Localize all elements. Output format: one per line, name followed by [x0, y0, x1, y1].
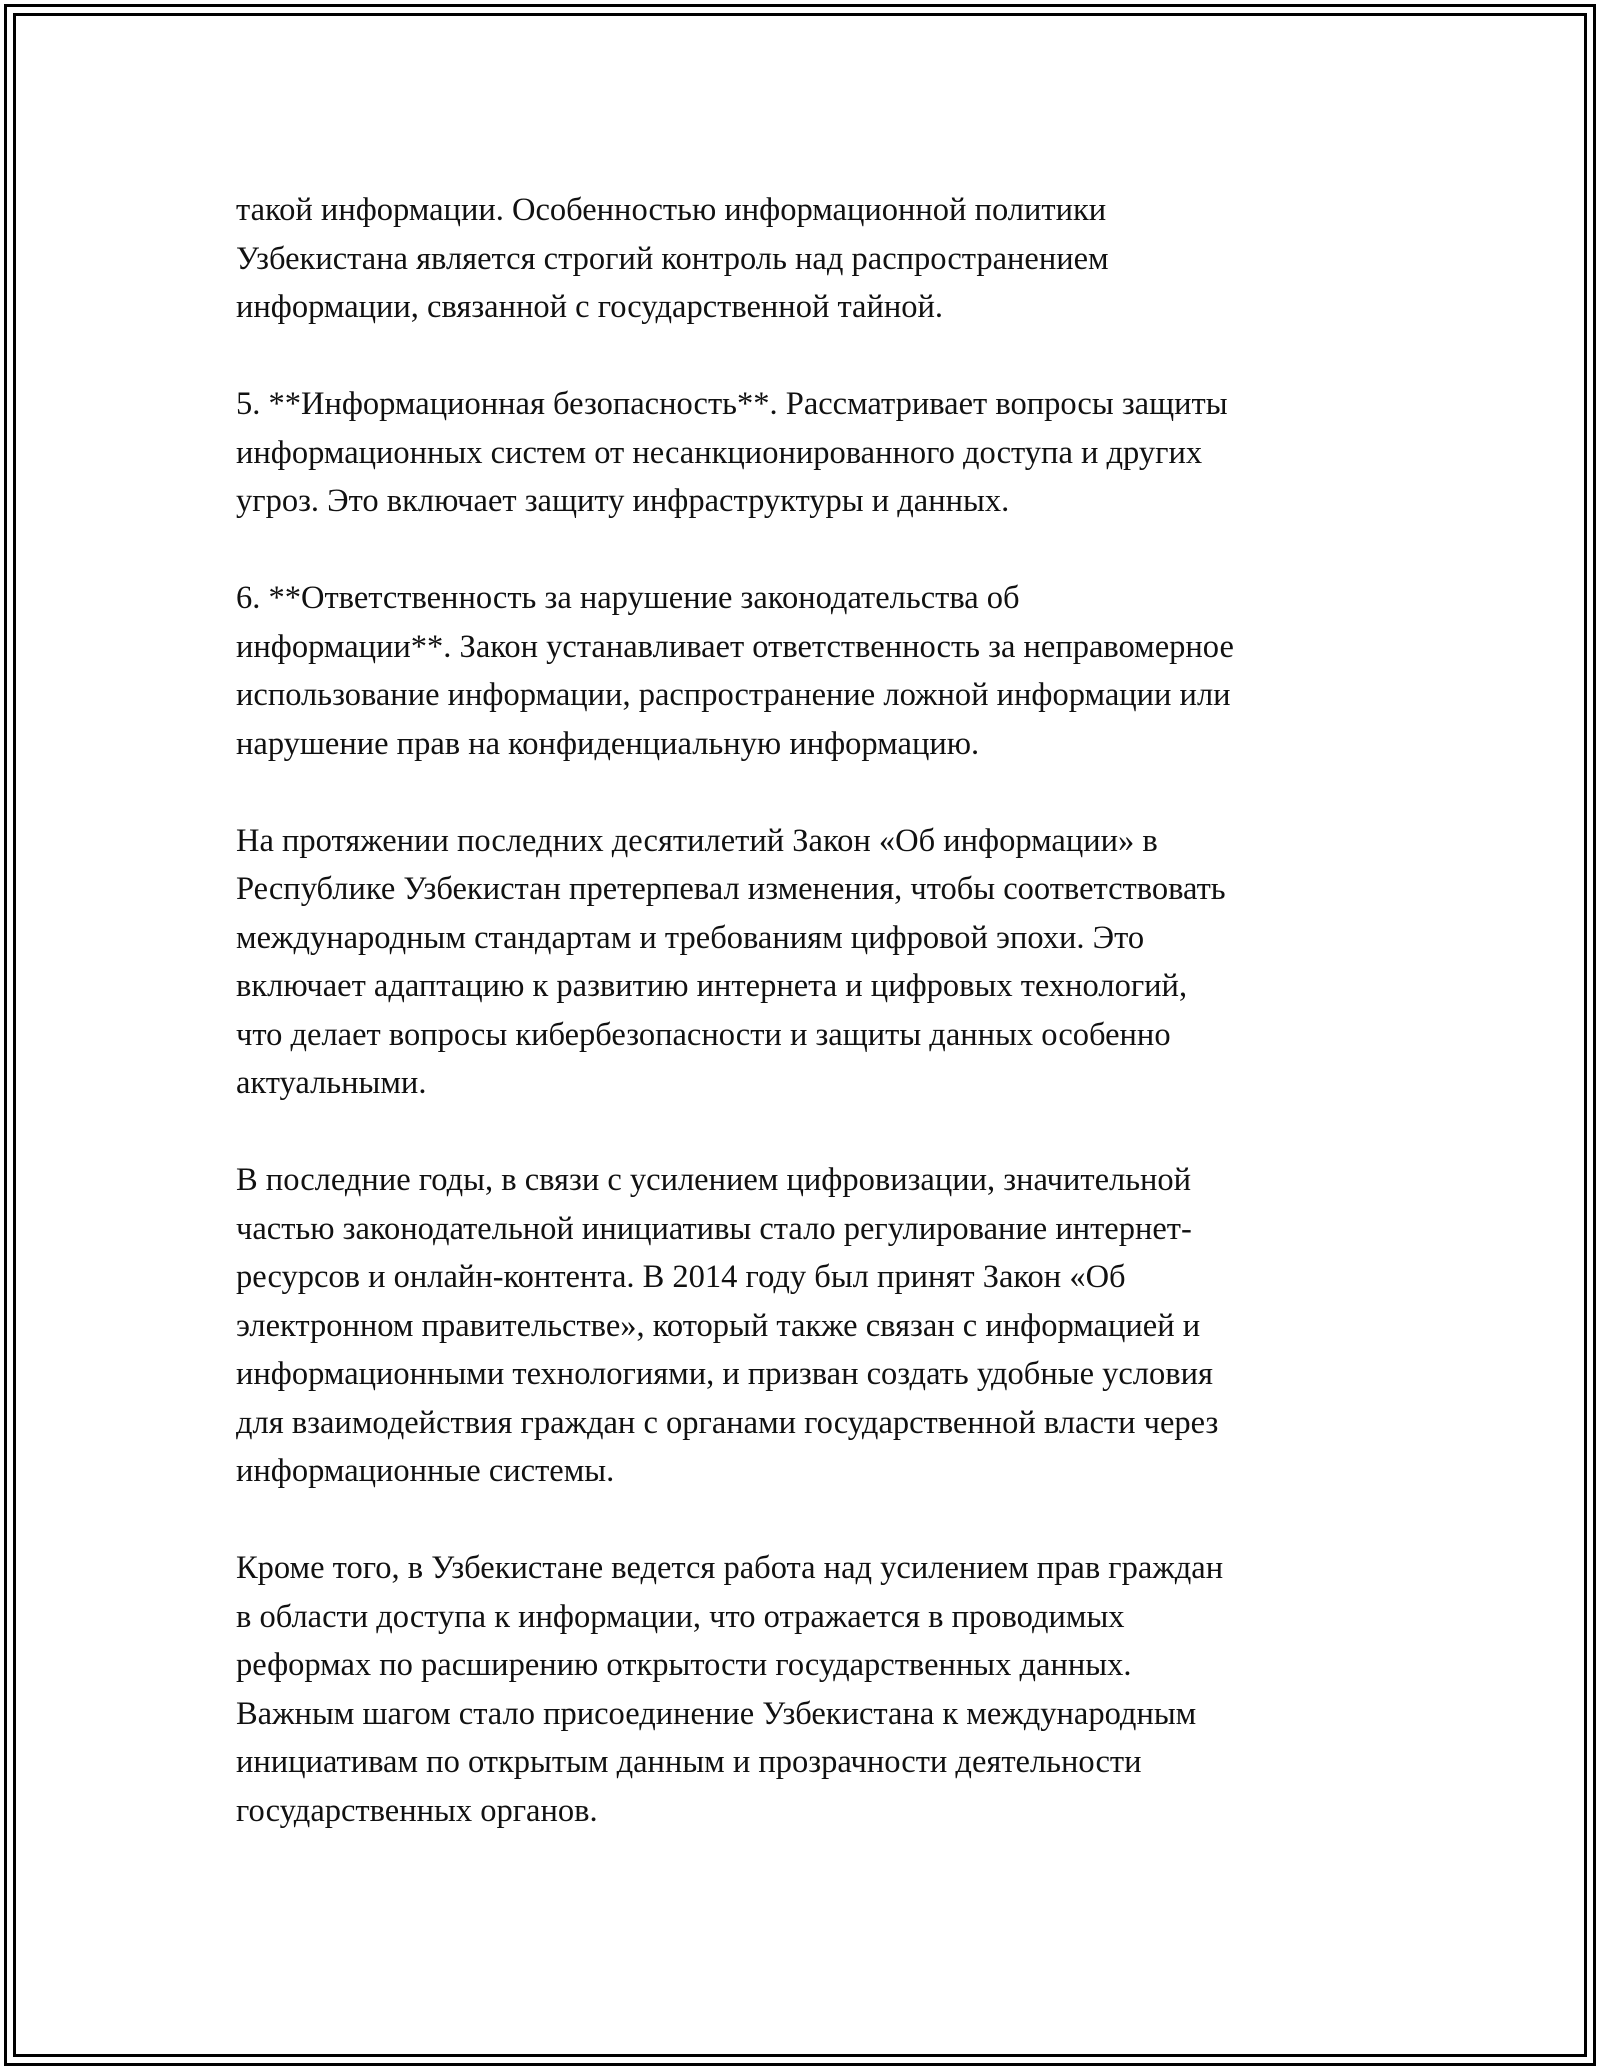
- text-line: информационными технологиями, и призван создать удобные условия: [236, 1356, 1213, 1392]
- paragraph-digitalization: [236, 1156, 1386, 1496]
- text-line: В последние годы, в связи с усилением цифровизации, значительной: [236, 1162, 1192, 1198]
- text-line: Узбекистана является строгий контроль над распространением: [236, 240, 1109, 277]
- text-line: Важным шагом стало присоединение Узбекистана к международным: [236, 1695, 1197, 1732]
- paragraph-secrecy-policy: [236, 186, 1386, 332]
- text-line: нарушение прав на конфиденциальную информацию.: [236, 725, 980, 762]
- text-line: использование информации, распространение ложной информации или: [236, 677, 1231, 713]
- text-line: международным стандартам и требованиям цифровой эпохи. Это: [236, 919, 1145, 956]
- paragraph-open-data: [236, 1544, 1386, 1835]
- text-line: электронном правительстве», который также связан с информацией и: [236, 1307, 1201, 1344]
- paragraph-law-amendments: [236, 817, 1386, 1108]
- text-line: угроз. Это включает защиту инфраструктуры и данных.: [236, 483, 1010, 519]
- text-line: что делает вопросы кибербезопасности и защиты данных особенно: [236, 1016, 1171, 1053]
- text-line: Кроме того, в Узбекистане ведется работа над усилением прав граждан: [236, 1550, 1224, 1586]
- text-line: информационные системы.: [236, 1453, 615, 1489]
- text-line: актуальными.: [236, 1065, 427, 1101]
- text-line: На протяжении последних десятилетий Закон «Об информации» в: [236, 822, 1158, 859]
- text-line: 6. **Ответственность за нарушение законодательства об: [236, 580, 1020, 616]
- text-line: такой информации. Особенностью информационной политики: [236, 192, 1107, 228]
- text-line: включает адаптацию к развитию интернета и цифровых технологий,: [236, 968, 1188, 1004]
- paragraph-information-security: [236, 380, 1386, 526]
- paragraph-liability: [236, 574, 1386, 768]
- text-line: инициативам по открытым данным и прозрачности деятельности: [236, 1744, 1142, 1780]
- text-line: информации**. Закон устанавливает ответственность за неправомерное: [236, 628, 1234, 665]
- text-line: частью законодательной инициативы стало регулирование интернет-: [236, 1210, 1192, 1247]
- text-line: Республике Узбекистан претерпевал изменения, чтобы соответствовать: [236, 871, 1226, 907]
- text-line: информационных систем от несанкционированного доступа и других: [236, 434, 1203, 471]
- text-line: ресурсов и онлайн-контента. В 2014 году был принят Закон «Об: [236, 1259, 1126, 1295]
- text-line: реформах по расширению открытости государственных данных.: [236, 1647, 1132, 1683]
- text-line: информации, связанной с государственной тайной.: [236, 289, 944, 325]
- text-line: государственных органов.: [236, 1792, 598, 1829]
- text-line: 5. **Информационная безопасность**. Рассматривает вопросы защиты: [236, 386, 1228, 422]
- text-line: в области доступа к информации, что отражается в проводимых: [236, 1598, 1125, 1635]
- document-body: [236, 186, 1386, 1884]
- text-line: для взаимодействия граждан с органами государственной власти через: [236, 1404, 1219, 1441]
